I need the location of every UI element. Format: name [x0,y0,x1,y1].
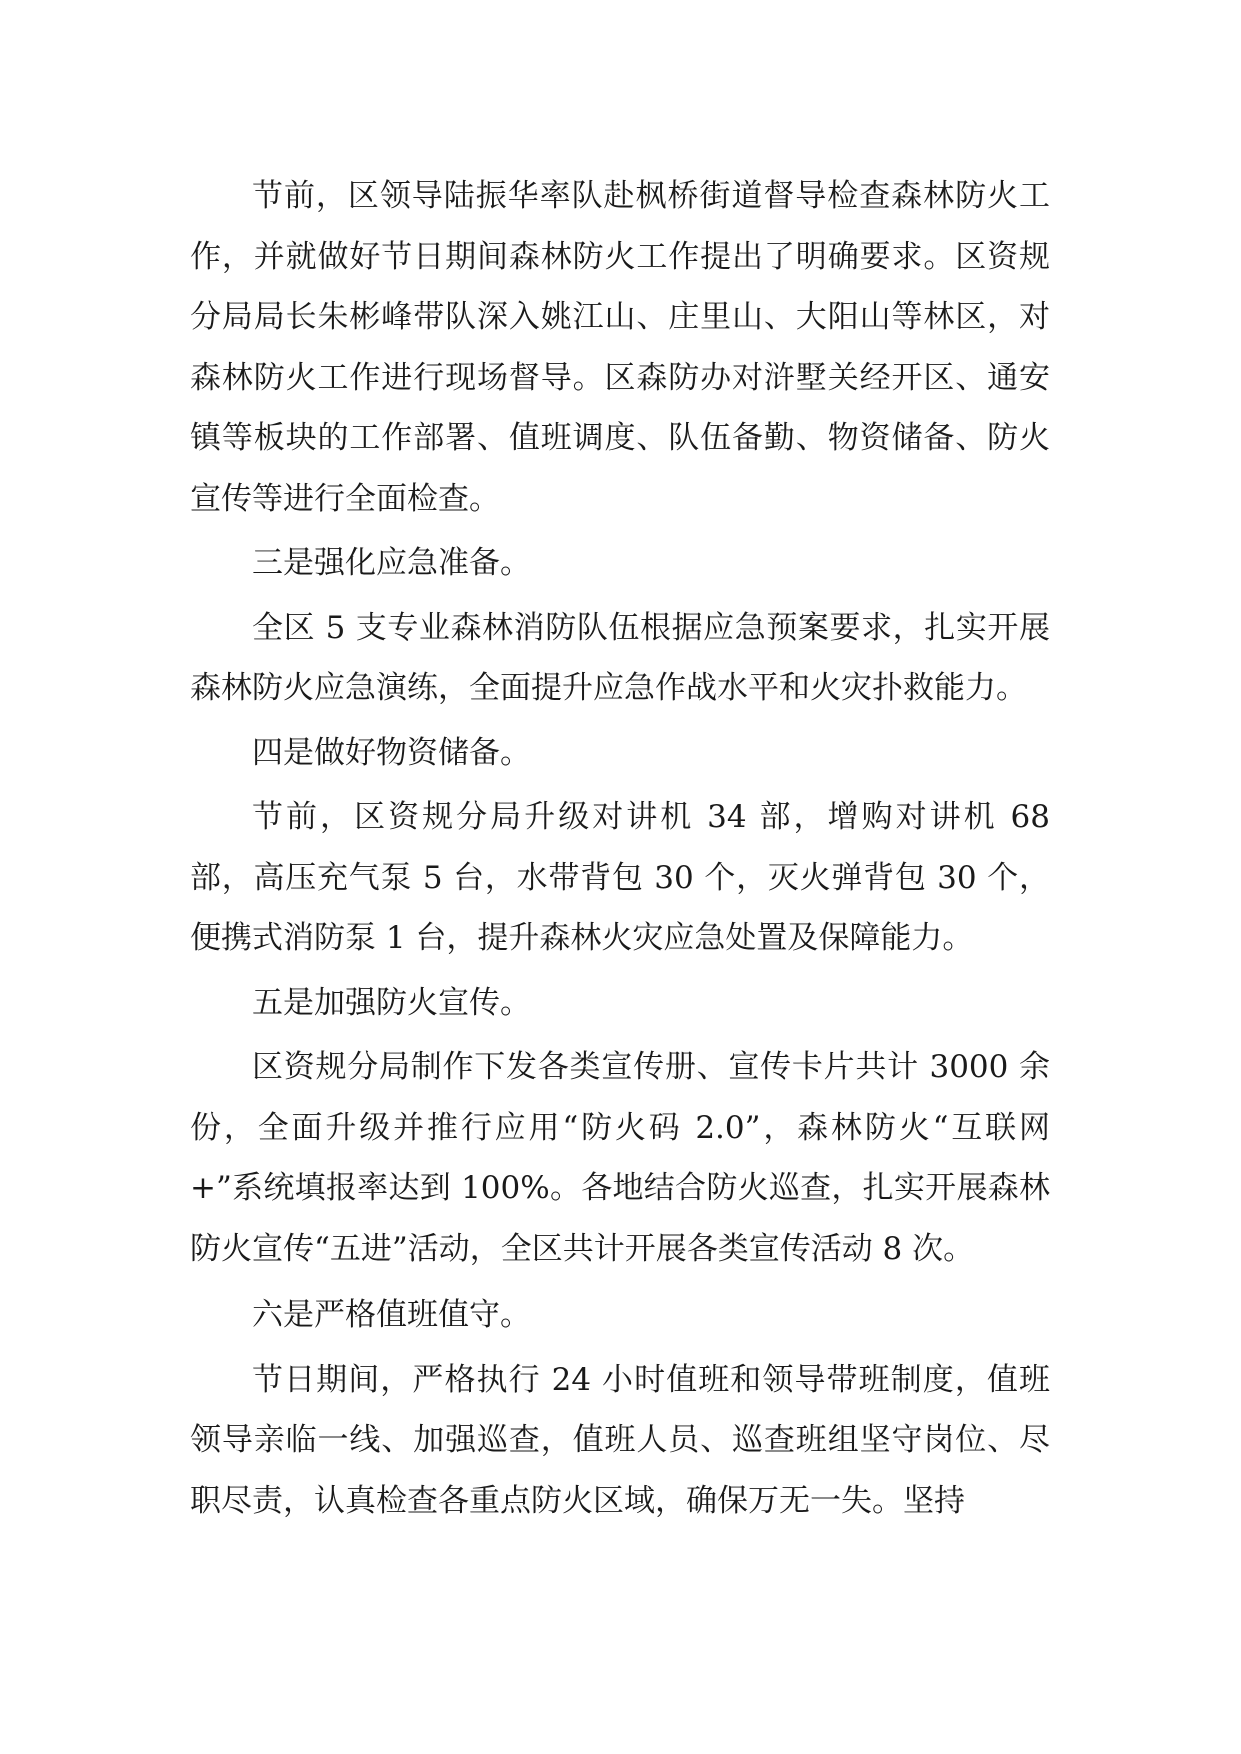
paragraph-equipment: 节前，区资规分局升级对讲机 34 部，增购对讲机 68 部，高压充气泵 5 台，水带背包 30 个，灭火弹背包 30 个，便携式消防泵 1 台，提升森林火灾应急处置及保障能力。 [190,799,1050,956]
heading-fire-publicity: 五是加强防火宣传。 [252,984,531,1021]
heading-material-reserve: 四是做好物资储备。 [252,734,531,771]
document-page [190,166,1050,1531]
paragraph-emergency-drill: 全区 5 支专业森林消防队伍根据应急预案要求，扎实开展森林防火应急演练，全面提升应急作战水平和火灾扑救能力。 [190,609,1050,706]
paragraph-supervision: 节前，区领导陆振华率队赴枫桥街道督导检查森林防火工作，并就做好节日期间森林防火工作提出了明确要求。区资规分局局长朱彬峰带队深入姚江山、庄里山、大阳山等林区，对森林防火工作进行现场督导。区森防办对浒墅关经开区、通安镇等板块的工作部署、值班调度、队伍备勤、物资储备、防火宣传等进行全面检查。 [190,178,1050,517]
paragraph-publicity: 区资规分局制作下发各类宣传册、宣传卡片共计 3000 余份，全面升级并推行应用“防火码 2.0”，森林防火“互联网+”系统填报率达到 100%。各地结合防火巡查，扎实开展森林防火宣传“五进”活动，全区共计开展各类宣传活动 8 次。 [190,1049,1050,1267]
paragraph-duty: 节日期间，严格执行 24 小时值班和领导带班制度，值班领导亲临一线、加强巡查，值班人员、巡查班组坚守岗位、尽职尽责，认真检查各重点防火区域，确保万无一失。坚持 [190,1361,1050,1519]
heading-duty-shift: 六是严格值班值守。 [252,1297,531,1333]
heading-emergency-preparation: 三是强化应急准备。 [252,545,531,581]
